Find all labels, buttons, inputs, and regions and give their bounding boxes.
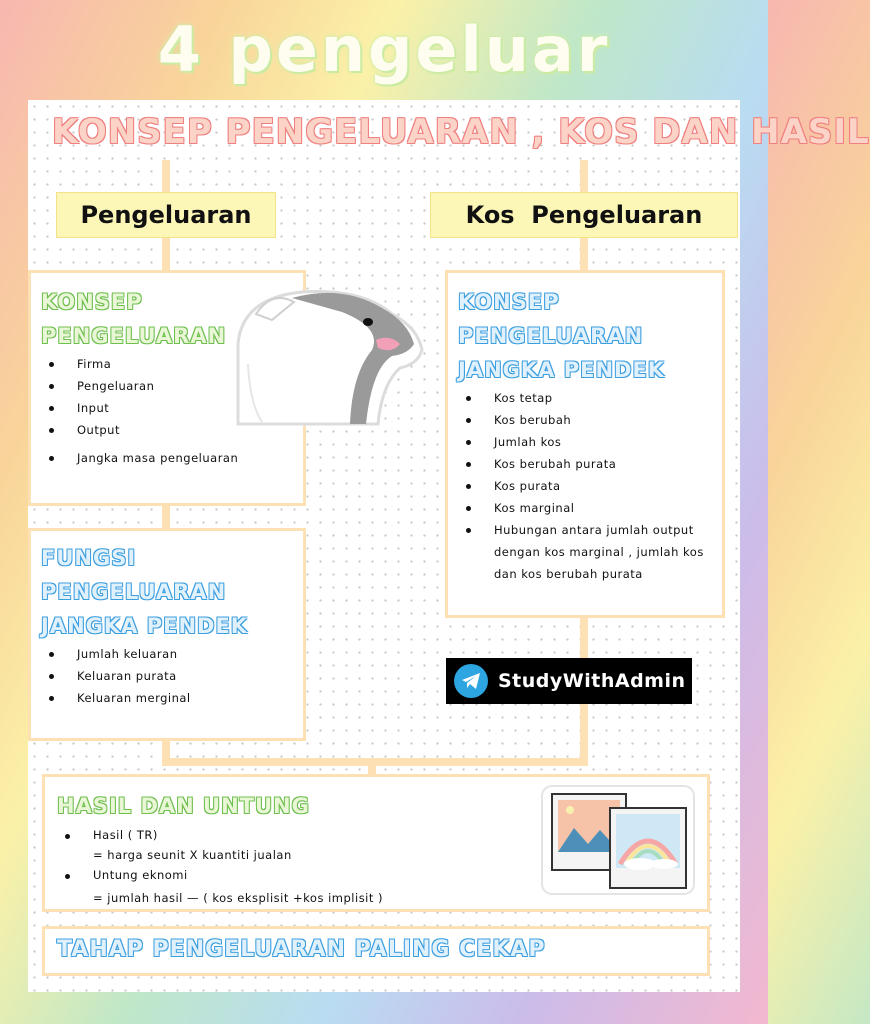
- card-fungsi-pengeluaran: [28, 528, 306, 741]
- card-kos-title-1: KONSEP: [458, 290, 560, 314]
- list-item: Kos berubah: [458, 409, 712, 431]
- card-konsep-title-1: KONSEP: [41, 290, 143, 314]
- list-item: Output: [41, 419, 293, 441]
- untung-formula: = jumlah hasil — ( kos eksplisit +kos implisit ): [93, 891, 384, 905]
- card-fungsi-title-2: PENGELUARAN: [41, 580, 227, 604]
- list-item: Kos marginal: [458, 497, 712, 519]
- list-item: Jumlah keluaran: [41, 643, 293, 665]
- polaroid-photos-icon: [540, 784, 696, 896]
- telegram-badge-text: StudyWithAdmin: [498, 670, 686, 692]
- bottom-banner: [42, 926, 710, 976]
- card-hasil-title: HASIL DAN UNTUNG: [57, 794, 310, 818]
- list-item: Jumlah kos: [458, 431, 712, 453]
- hasil-formula: = harga seunit X kuantiti jualan: [93, 848, 292, 862]
- connector-left-heading: [162, 160, 170, 194]
- label-pengeluaran-text: Pengeluaran: [80, 201, 252, 229]
- list-item: Pengeluaran: [41, 375, 293, 397]
- main-title: 4 pengeluar: [157, 12, 611, 86]
- label-pengeluaran: [56, 192, 276, 238]
- list-item: Firma: [41, 353, 293, 375]
- connector-right-heading: [580, 160, 588, 194]
- list-item: Keluaran merginal: [41, 687, 293, 709]
- card-konsep-title-2: PENGELUARAN: [41, 324, 227, 348]
- card-kos-list: [458, 387, 712, 585]
- bear-illustration-icon: [232, 284, 428, 428]
- bottom-banner-title: TAHAP PENGELUARAN PALING CEKAP: [57, 937, 546, 962]
- connector-left-mid: [162, 505, 170, 529]
- card-kos-title-3: JANGKA PENDEK: [458, 358, 666, 382]
- list-item: Kos berubah purata: [458, 453, 712, 475]
- list-item: Jangka masa pengeluaran: [41, 447, 293, 469]
- card-fungsi-title-3: JANGKA PENDEK: [41, 614, 249, 638]
- bear-sticker: [232, 284, 428, 428]
- card-fungsi-title-1: FUNGSI: [41, 546, 137, 570]
- list-item: Hasil ( TR): [57, 825, 695, 845]
- list-item: Untung eknomi: [57, 865, 695, 885]
- header: [0, 0, 768, 98]
- card-konsep-kos: [445, 270, 725, 618]
- telegram-icon: [454, 664, 488, 698]
- telegram-badge[interactable]: [446, 658, 692, 704]
- connector-right-top: [580, 238, 588, 272]
- label-kos-pengeluaran-text: Kos Pengeluaran: [465, 201, 703, 229]
- list-item: Kos tetap: [458, 387, 712, 409]
- list-item: Keluaran purata: [41, 665, 293, 687]
- card-kos-title-2: PENGELUARAN: [458, 324, 644, 348]
- connector-left-top: [162, 238, 170, 272]
- list-item: Input: [41, 397, 293, 419]
- page-heading: KONSEP PENGELUARAN , KOS DAN HASIL: [52, 112, 870, 152]
- list-item: Hubungan antara jumlah output dengan kos marginal , jumlah kos dan kos berubah purata: [458, 519, 712, 585]
- polaroid-sticker: [540, 784, 696, 896]
- card-fungsi-list: [41, 643, 293, 709]
- label-kos-pengeluaran: [430, 192, 738, 238]
- list-item: Kos purata: [458, 475, 712, 497]
